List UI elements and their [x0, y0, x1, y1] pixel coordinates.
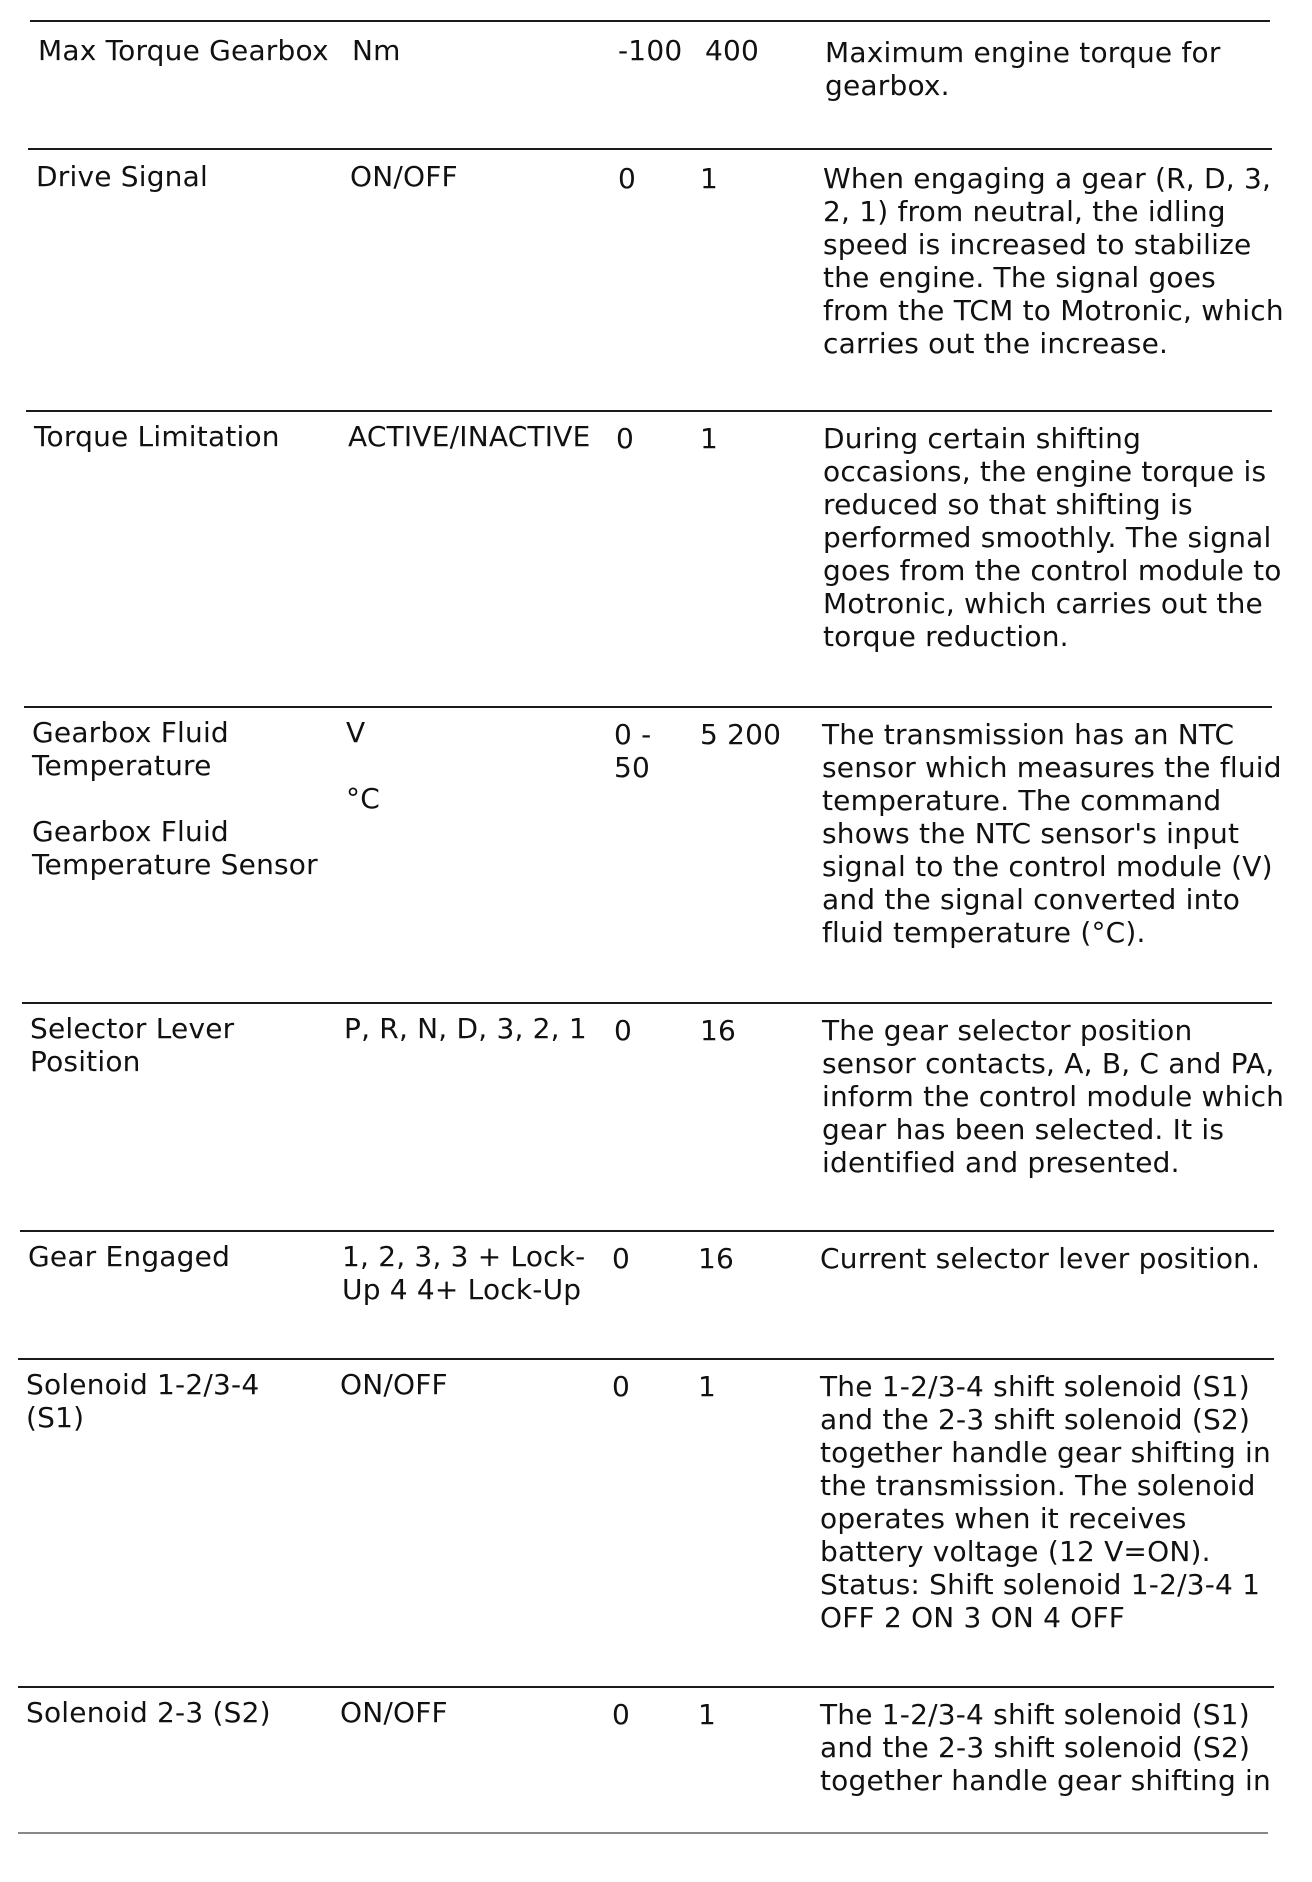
max-value: 400 [705, 34, 760, 67]
description-text: Current selector lever position. [820, 1242, 1261, 1275]
parameter-name: Drive Signal [36, 160, 208, 193]
unit-value: Nm [352, 34, 401, 67]
parameter-name: Gear Engaged [28, 1240, 231, 1273]
unit-value: P, R, N, D, 3, 2, 1 [344, 1012, 587, 1045]
table-row [20, 1230, 1274, 1360]
table-row [24, 706, 1282, 1004]
max-value: 1 [698, 1698, 717, 1731]
max-value: 1 [700, 422, 719, 455]
description-text: The 1-2/3-4 shift solenoid (S1) and the 2-3 shift solenoid (S2) together handle gear shifting in [820, 1698, 1271, 1797]
max-value: 1 [698, 1370, 717, 1403]
parameter-name: Max Torque Gearbox [38, 34, 329, 67]
min-value: 0 [612, 1698, 631, 1731]
parameter-name: Solenoid 1-2/3-4 (S1) [26, 1368, 260, 1434]
min-value: 0 [612, 1242, 631, 1275]
description-text: The gear selector position sensor contacts, A, B, C and PA, inform the control module which gear has been selected. It is identified and presented. [822, 1014, 1285, 1179]
table-row [22, 1002, 1285, 1232]
max-value: 5 200 [700, 718, 782, 751]
unit-value: ON/OFF [350, 160, 458, 193]
min-value: 0 - 50 [614, 718, 652, 784]
min-value: -100 [618, 34, 683, 67]
max-value: 16 [698, 1242, 735, 1275]
table-bottom-border [18, 1832, 1268, 1834]
unit-value: ACTIVE/INACTIVE [348, 420, 591, 453]
description-text: The 1-2/3-4 shift solenoid (S1) and the 2-3 shift solenoid (S2) together handle gear shifting in the transmission. The solenoid operates when it receives battery voltage (12 V=ON). Status: Shift solenoid 1-2/3-4 1 OFF 2 ON 3 ON 4 OFF [820, 1370, 1271, 1634]
parameter-name: Gearbox Fluid Temperature Gearbox Fluid Temperature Sensor [32, 716, 318, 881]
max-value: 1 [700, 162, 719, 195]
unit-value: ON/OFF [340, 1696, 448, 1729]
max-value: 16 [700, 1014, 737, 1047]
min-value: 0 [618, 162, 637, 195]
min-value: 0 [612, 1370, 631, 1403]
unit-value: ON/OFF [340, 1368, 448, 1401]
table-row [18, 1686, 1274, 1828]
description-text: The transmission has an NTC sensor which measures the fluid temperature. The command shows the NTC sensor's input signal to the control module (V) and the signal converted into fluid temperature (°C). [822, 718, 1282, 949]
parameter-name: Torque Limitation [34, 420, 280, 453]
unit-value: 1, 2, 3, 3 + Lock- Up 4 4+ Lock-Up [342, 1240, 586, 1306]
table-row [28, 148, 1284, 412]
min-value: 0 [614, 1014, 633, 1047]
table-row [26, 410, 1282, 708]
table-row [18, 1358, 1274, 1688]
min-value: 0 [616, 422, 635, 455]
parameter-name: Solenoid 2-3 (S2) [26, 1696, 271, 1729]
description-text: When engaging a gear (R, D, 3, 2, 1) from neutral, the idling speed is increased to stabilize the engine. The signal goes from the TCM to Motronic, which carries out the increase. [823, 162, 1284, 360]
description-text: During certain shifting occasions, the engine torque is reduced so that shifting is performed smoothly. The signal goes from the control module to Motronic, which carries out the torque reduction. [823, 422, 1282, 653]
description-text: Maximum engine torque for gearbox. [825, 36, 1221, 102]
unit-value: V °C [346, 716, 380, 815]
parameter-name: Selector Lever Position [30, 1012, 235, 1078]
table-row [30, 20, 1270, 150]
